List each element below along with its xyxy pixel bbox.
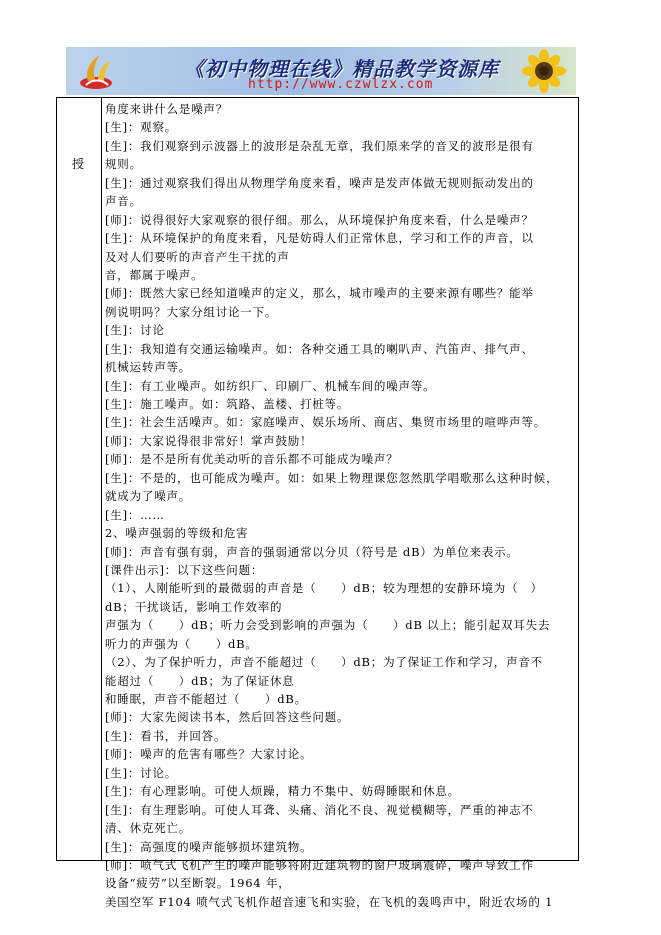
text-line: [生]：…… [105,507,165,522]
text-line: [生]：有工业噪声。如纺织厂、印刷厂、机械车间的噪声等。 [105,378,436,393]
text-line: [生]：我知道有交通运输噪声。如：各种交通工具的喇叭声、汽笛声、排气声、 [105,341,534,356]
lesson-content [105,100,573,911]
text-line: [生]：观察。 [105,120,178,135]
text-line: [生]：有心理影响。可使人烦躁，精力不集中、妨碍睡眠和休息。 [105,784,460,799]
text-line: 就成为了噪声。 [105,489,192,504]
text-line: [生]：通过观察我们得出从物理学角度来看，噪声是发声体做无规则振动发出的 [105,175,534,190]
section-label: 授 [72,157,85,171]
text-line: [生]：我们观察到示波器上的波形是杂乱无章，我们原来学的音叉的波形是很有 [105,138,534,153]
text-line: （1）、人刚能听到的最微弱的声音是（ ）dB；较为理想的安静环境为（ ） [105,581,543,596]
text-line: [师]：大家说得很非常好！掌声鼓励！ [105,433,313,448]
text-line: [生]：不是的，也可能成为噪声。如：如果上物理课您忽然肌学唱歌那么这种时候， [105,470,559,485]
text-line: [生]：讨论。 [105,765,178,780]
text-line: [师]：说得很好大家观察的很仔细。那么，从环境保护角度来看，什么是噪声？ [105,212,534,227]
banner-title: 《初中物理在线》精品教学资源库 [184,57,499,81]
text-line: 美国空军 F104 喷气式飞机作超音速飞和实验，在飞机的轰鸣声中，附近农场的 1 [105,894,554,909]
text-line: 机械运转声等。 [105,360,192,375]
text-line: [生]：讨论 [105,323,165,338]
text-line: dB；干扰谈话，影响工作效率的 [105,599,283,614]
banner-url: http://www.czwlzx.com [248,77,434,92]
text-line: [生]：看书，并回答。 [105,728,227,743]
text-line: [生]：有生理影响。可使人耳聋、头痛、消化不良、视觉模糊等，严重的神志不 [105,802,534,817]
text-line: [师]：喷气式飞机产生的噪声能够将附近建筑物的窗户玻璃震碎，噪声导致工作 [105,857,534,872]
logo-icon [78,53,114,91]
text-line: 听力的声强为（ ）dB。 [105,636,258,651]
text-line: [师]：大家先阅读书本，然后回答这些问题。 [105,710,350,725]
text-line: [生]：高强度的噪声能够损坏建筑物。 [105,839,313,854]
text-line: 清、休克死亡。 [105,821,192,836]
text-line: 声强为（ ）dB；听力会受到影响的声强为（ ）dB 以上；能引起双耳失去 [105,618,551,633]
text-line: [生]：从环境保护的角度来看，凡是妨碍人们正常休息，学习和工作的声音，以 [105,231,534,246]
text-line: [师]：噪声的危害有哪些？大家讨论。 [105,747,313,762]
text-line: [生]：施工噪声。如：筑路、盖楼、打桩等。 [105,397,350,411]
text-line: [师]：既然大家已经知道噪声的定义，那么，城市噪声的主要来源有哪些？能举 [105,286,534,301]
text-line: [课件出示]：以下这些问题： [105,562,264,577]
text-line: [师]：是不是所有优美动听的音乐都不可能成为噪声？ [105,452,399,467]
header-banner [66,47,576,95]
text-line: 角度来讲什么是噪声？ [105,102,228,116]
text-line: [师]：声音有强有弱，声音的强弱通常以分贝（符号是 dB）为单位来表示。 [105,544,519,559]
text-line: 能超过（ ）dB；为了保证休息 [105,673,295,688]
text-line: 及对人们要听的声音产生干扰的声 [105,249,290,264]
text-line: 例说明吗？大家分组讨论一下。 [105,304,278,319]
text-line: 2、噪声强弱的等级和危害 [105,526,249,541]
section-column [57,98,102,860]
text-line: 和睡眠，声音不能超过（ ）dB。 [105,692,307,706]
text-line: 规则。 [105,157,142,172]
text-line: 音，都属于噪声。 [105,267,204,282]
text-line: [生]：社会生活噪声。如：家庭噪声、娱乐场所、商店、集贸市场里的喧哗声等。 [105,415,547,430]
sunflower-icon [518,49,570,93]
text-line: 声音。 [105,194,142,209]
text-line: （2）、为了保护听力，声音不能超过（ ）dB；为了保证工作和学习，声音不 [105,655,543,670]
text-line: 设备“疲劳”以至断裂。1964 年， [105,876,291,891]
